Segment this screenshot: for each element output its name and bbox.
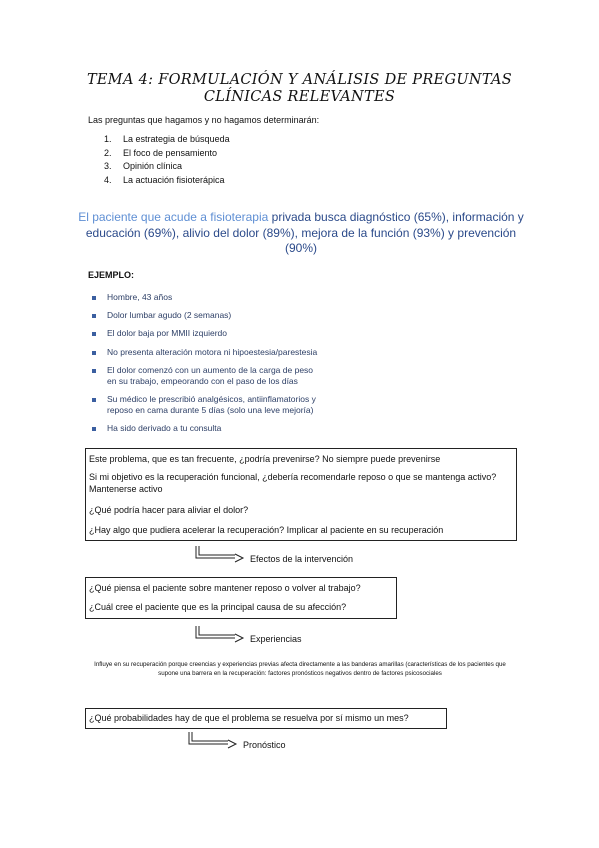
determines-list bbox=[104, 134, 230, 188]
example-heading: EJEMPLO: bbox=[88, 270, 135, 280]
question-text: ¿Cuál cree el paciente que es la principal causa de su afección? bbox=[89, 602, 347, 612]
arrow-right-icon bbox=[188, 731, 238, 751]
bullet-icon bbox=[92, 296, 96, 300]
prognosis-label: Pronóstico bbox=[243, 740, 286, 750]
bullet-icon bbox=[92, 351, 96, 355]
intro-text: Las preguntas que hagamos y no hagamos determinarán: bbox=[88, 115, 320, 125]
highlight-rest: privada busca diagnóstico (65%), información y educación (69%), alivio del dolor (89%), mejora de la función (93%) y prevención (90%) bbox=[85, 210, 524, 255]
experiences-label: Experiencias bbox=[250, 634, 302, 644]
page-title bbox=[60, 72, 539, 106]
yellow-flags-note: Influye en su recuperación porque creencias y experiencias previas afecta directamente a las banderas amarillas (características de los pacientes que supone una barrera en la recuperación: factores pronósticos negativos dentro de factores psicosociales bbox=[94, 661, 506, 677]
list-item: El dolor comenzó con un aumento de la carga de peso en su trabajo, empeorando con el paso de los días bbox=[90, 365, 317, 387]
question-text: ¿Qué piensa el paciente sobre mantener reposo o volver al trabajo? bbox=[89, 583, 361, 593]
intervention-label: Efectos de la intervención bbox=[250, 554, 354, 564]
question-text: ¿Qué probabilidades hay de que el problema se resuelva por sí mismo un mes? bbox=[89, 713, 409, 723]
question-text: Este problema, que es tan frecuente, ¿podría prevenirse? No siempre puede prevenirse bbox=[89, 454, 441, 464]
list-item: Su médico le prescribió analgésicos, antiinflamatorios y reposo en cama durante 5 días (solo una leve mejoría) bbox=[90, 394, 317, 416]
list-item: El dolor baja por MMII izquierdo bbox=[90, 328, 317, 339]
list-item: Dolor lumbar agudo (2 semanas) bbox=[90, 310, 317, 321]
experiences-questions-box bbox=[85, 577, 397, 619]
arrow-right-icon bbox=[195, 545, 245, 565]
bullet-icon bbox=[92, 332, 96, 336]
highlight-lead: El paciente que acude a fisioterapia bbox=[78, 210, 269, 224]
question-text: ¿Qué podría hacer para aliviar el dolor? bbox=[89, 505, 249, 515]
highlight-statement bbox=[78, 210, 524, 257]
list-item: 1. La estrategia de búsqueda bbox=[104, 134, 230, 144]
list-item: No presenta alteración motora ni hipoestesia/parestesia bbox=[90, 347, 317, 358]
bullet-icon bbox=[92, 398, 96, 402]
list-item: 3. Opinión clínica bbox=[104, 161, 183, 171]
example-list bbox=[90, 292, 317, 441]
list-item: 4. La actuación fisioterápica bbox=[104, 174, 225, 185]
list-item: 2. El foco de pensamiento bbox=[104, 147, 218, 158]
intervention-questions-box bbox=[85, 448, 517, 541]
arrow-right-icon bbox=[195, 625, 245, 645]
bullet-icon bbox=[92, 427, 96, 431]
title-line-1: TEMA 4: FORMULACIÓN Y ANÁLISIS DE PREGUNTAS bbox=[86, 72, 513, 88]
list-item: Ha sido derivado a tu consulta bbox=[90, 423, 317, 434]
list-item: Hombre, 43 años bbox=[90, 292, 317, 303]
title-line-2: CLÍNICAS RELEVANTES bbox=[203, 89, 396, 105]
prognosis-question-box bbox=[85, 708, 447, 729]
bullet-icon bbox=[92, 369, 96, 373]
question-text: Si mi objetivo es la recuperación funcional, ¿debería recomendarle reposo o que se mantenga activo? Mantenerse activo bbox=[89, 472, 497, 494]
question-text: ¿Hay algo que pudiera acelerar la recuperación? Implicar al paciente en su recuperación bbox=[89, 525, 444, 535]
bullet-icon bbox=[92, 314, 96, 318]
